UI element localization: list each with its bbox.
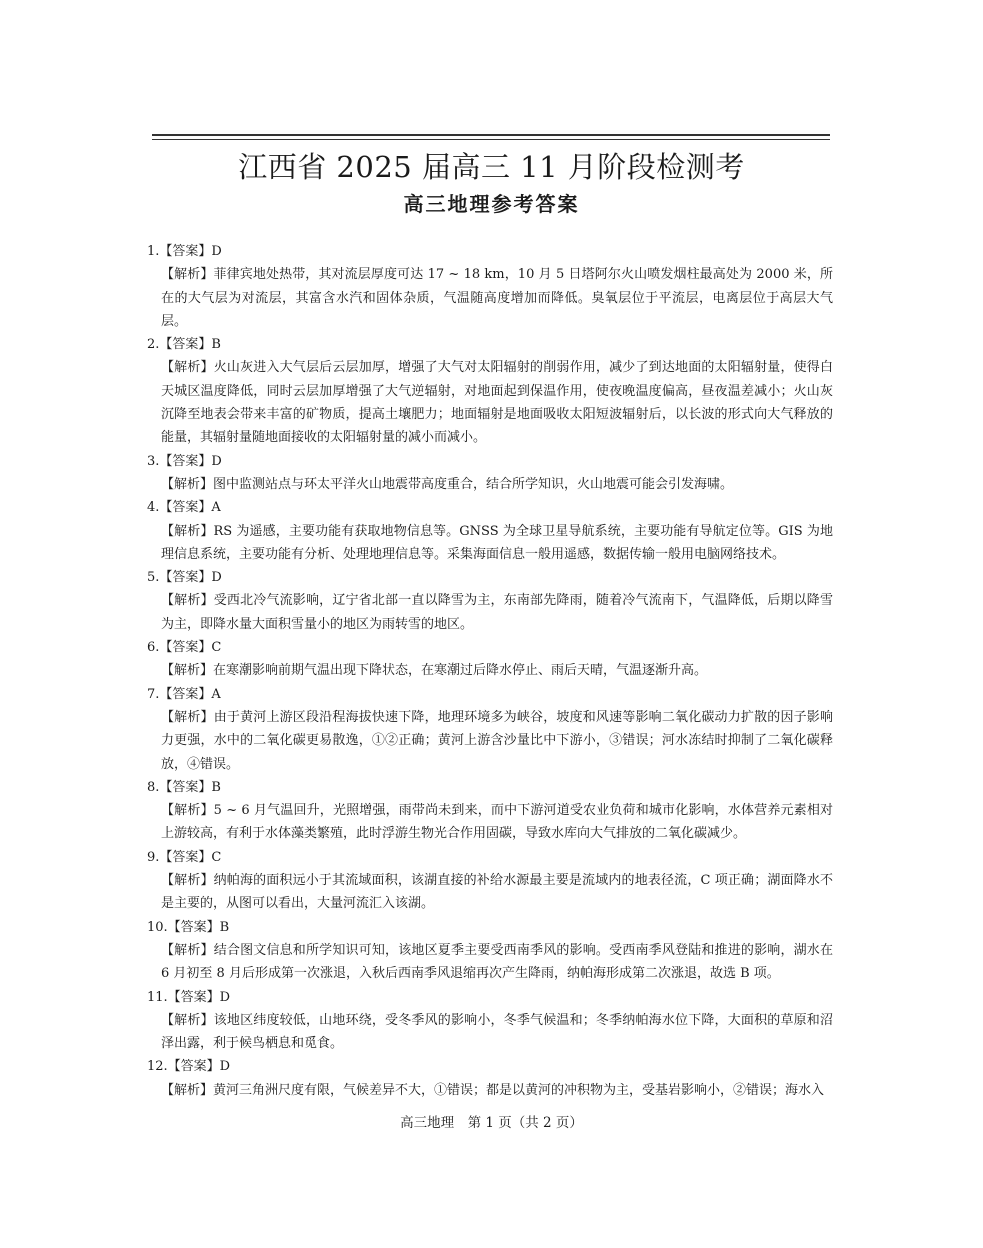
- question-item-7: [140, 683, 833, 776]
- explanation-text: 【解析】结合图文信息和所学知识可知，该地区夏季主要受西南季风的影响。受西南季风登陆和推进的影响，湖水在 6 月初至 8 月后形成第一次涨退，入秋后西南季风退缩再次产生降雨，纳帕海形成第二次涨退，故选 B 项。: [161, 942, 833, 982]
- explanation-text: 【解析】在寒潮影响前期气温出现下降状态，在寒潮过后降水停止、雨后天晴，气温逐渐升高。: [161, 663, 708, 679]
- header-rule-thick: [152, 134, 830, 136]
- page-title: 江西省 2025 届高三 11 月阶段检测考: [238, 150, 745, 184]
- answer-list: [140, 240, 833, 1102]
- explanation-text: 【解析】RS 为遥感，主要功能有获取地物信息等。GNSS 为全球卫星导航系统，主要功能有导航定位等。GIS 为地理信息系统，主要功能有分析、处理地理信息等。采集海面信息一般用遥感，数据传输一般用电脑网络技术。: [161, 523, 833, 562]
- page-footer: 高三地理 第 1 页（共 2 页）: [400, 1115, 583, 1131]
- question-item-9: [140, 846, 833, 916]
- explanation-text: 【解析】火山灰进入大气层后云层加厚，增强了大气对太阳辐射的削弱作用，减少了到达地面的太阳辐射量，使得白天城区温度降低，同时云层加厚增强了大气逆辐射，对地面起到保温作用，使夜晚温度偏高，昼夜温差减小；火山灰沉降至地表会带来丰富的矿物质，提高土壤肥力；地面辐射是地面吸收太阳短波辐射后，以长波的形式向大气释放的能量，其辐射量随地面接收的太阳辐射量的减小而减小。: [161, 360, 833, 446]
- answer-line: 10.【答案】B: [147, 919, 230, 935]
- question-item-11: [140, 986, 833, 1056]
- question-item-10: [140, 916, 833, 986]
- answer-line: 4.【答案】A: [147, 500, 221, 516]
- explanation-text: 【解析】由于黄河上游区段沿程海拔快速下降，地理环境多为峡谷，坡度和风速等影响二氧化碳动力扩散的因子影响力更强，水中的二氧化碳更易散逸，①②正确；黄河上游含沙量比中下游小，③错误；河水冻结时抑制了二氧化碳释放，④错误。: [161, 709, 833, 772]
- question-item-4: [140, 496, 833, 566]
- question-item-3: [140, 450, 833, 497]
- explanation-text: 【解析】图中监测站点与环太平洋火山地震带高度重合，结合所学知识，火山地震可能会引发海啸。: [161, 476, 734, 492]
- question-item-8: [140, 776, 833, 846]
- question-item-6: [140, 636, 833, 683]
- explanation-text: 【解析】纳帕海的面积远小于其流域面积，该湖直接的补给水源最主要是流域内的地表径流，C 项正确；湖面降水不是主要的，从图可以看出，大量河流汇入该湖。: [161, 873, 833, 912]
- explanation-text: 【解析】5 ~ 6 月气温回升，光照增强，雨带尚未到来，而中下游河道受农业负荷和城市化影响，水体营养元素相对上游较高，有利于水体藻类繁殖，此时浮游生物光合作用固碳，导致水库向大气排放的二氧化碳减少。: [161, 803, 833, 842]
- page-subtitle: 高三地理参考答案: [403, 192, 580, 216]
- answer-line: 8.【答案】B: [147, 779, 221, 795]
- answer-line: 5.【答案】D: [147, 570, 222, 586]
- answer-line: 11.【答案】D: [147, 989, 231, 1005]
- question-item-1: [140, 240, 833, 333]
- question-item-5: [140, 566, 833, 636]
- question-item-2: [140, 333, 833, 449]
- answer-line: 12.【答案】D: [147, 1059, 231, 1075]
- explanation-text: 【解析】黄河三角洲尺度有限，气候差异不大，①错误；都是以黄河的冲积物为主，受基岩影响小，②错误；海水入: [161, 1082, 825, 1098]
- explanation-text: 【解析】受西北冷气流影响，辽宁省北部一直以降雪为主，东南部先降雨，随着冷气流南下，气温降低，后期以降雪为主，即降水量大面积雪量小的地区为雨转雪的地区。: [161, 593, 833, 632]
- explanation-text: 【解析】该地区纬度较低，山地环绕，受冬季风的影响小，冬季气候温和；冬季纳帕海水位下降，大面积的草原和沼泽出露，利于候鸟栖息和觅食。: [161, 1012, 833, 1052]
- header-rule-thin: [152, 139, 830, 140]
- answer-line: 3.【答案】D: [147, 453, 222, 469]
- answer-line: 7.【答案】A: [147, 686, 221, 702]
- question-item-12: [140, 1055, 833, 1102]
- answer-line: 9.【答案】C: [147, 849, 222, 865]
- answer-line: 6.【答案】C: [147, 640, 222, 656]
- answer-line: 2.【答案】B: [147, 337, 221, 353]
- answer-line: 1.【答案】D: [147, 244, 222, 259]
- explanation-text: 【解析】菲律宾地处热带，其对流层厚度可达 17 ~ 18 km，10 月 5 日塔阿尔火山喷发烟柱最高处为 2000 米，所在的大气层为对流层，其富含水汽和固体杂质，气温随高度增加而降低。臭氧层位于平流层，电离层位于高层大气层。: [161, 267, 833, 329]
